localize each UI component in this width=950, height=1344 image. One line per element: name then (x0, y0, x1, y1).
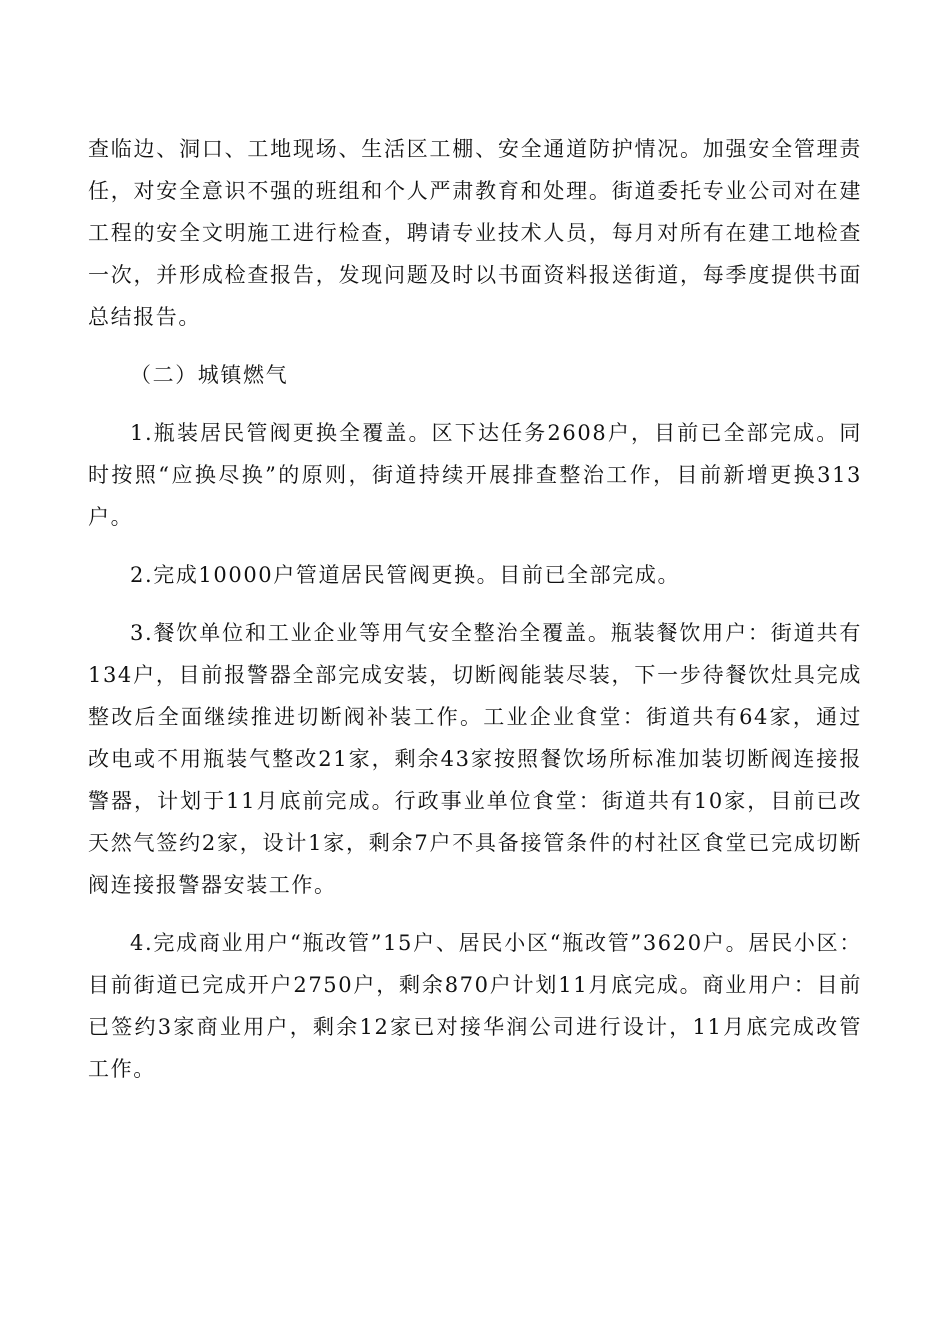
paragraph-safety-inspection: 查临边、洞口、工地现场、生活区工棚、安全通道防护情况。加强安全管理责任，对安全意识不强的班组和个人严肃教育和处理。街道委托专业公司对在建工程的安全文明施工进行检查，聘请专业技术人员，每月对所有在建工地检查一次，并形成检查报告，发现问题及时以书面资料报送街道，每季度提供书面总结报告。 (88, 137, 862, 329)
document-body (88, 128, 862, 1106)
paragraph-item-4: 4.完成商业用户“瓶改管”15户、居民小区“瓶改管”3620户。居民小区：目前街道已完成开户2750户，剩余870户计划11月底完成。商业用户：目前已签约3家商业用户，剩余12家已对接华润公司进行设计，11月底完成改管工作。 (88, 931, 862, 1081)
paragraph-item-2: 2.完成10000户管道居民管阀更换。目前已全部完成。 (130, 563, 681, 587)
section-heading-town-gas: （二）城镇燃气 (130, 363, 289, 387)
paragraph-item-3: 3.餐饮单位和工业企业等用气安全整治全覆盖。瓶装餐饮用户：街道共有134户，目前报警器全部完成安装，切断阀能装尽装，下一步待餐饮灶具完成整改后全面继续推进切断阀补装工作。工业企业食堂：街道共有64家，通过改电或不用瓶装气整改21家，剩余43家按照餐饮场所标准加装切断阀连接报警器，计划于11月底前完成。行政事业单位食堂：街道共有10家，目前已改天然气签约2家，设计1家，剩余7户不具备接管条件的村社区食堂已完成切断阀连接报警器安装工作。 (88, 621, 862, 897)
paragraph-item-1: 1.瓶装居民管阀更换全覆盖。区下达任务2608户，目前已全部完成。同时按照“应换尽换”的原则，街道持续开展排查整治工作，目前新增更换313户。 (88, 421, 862, 529)
